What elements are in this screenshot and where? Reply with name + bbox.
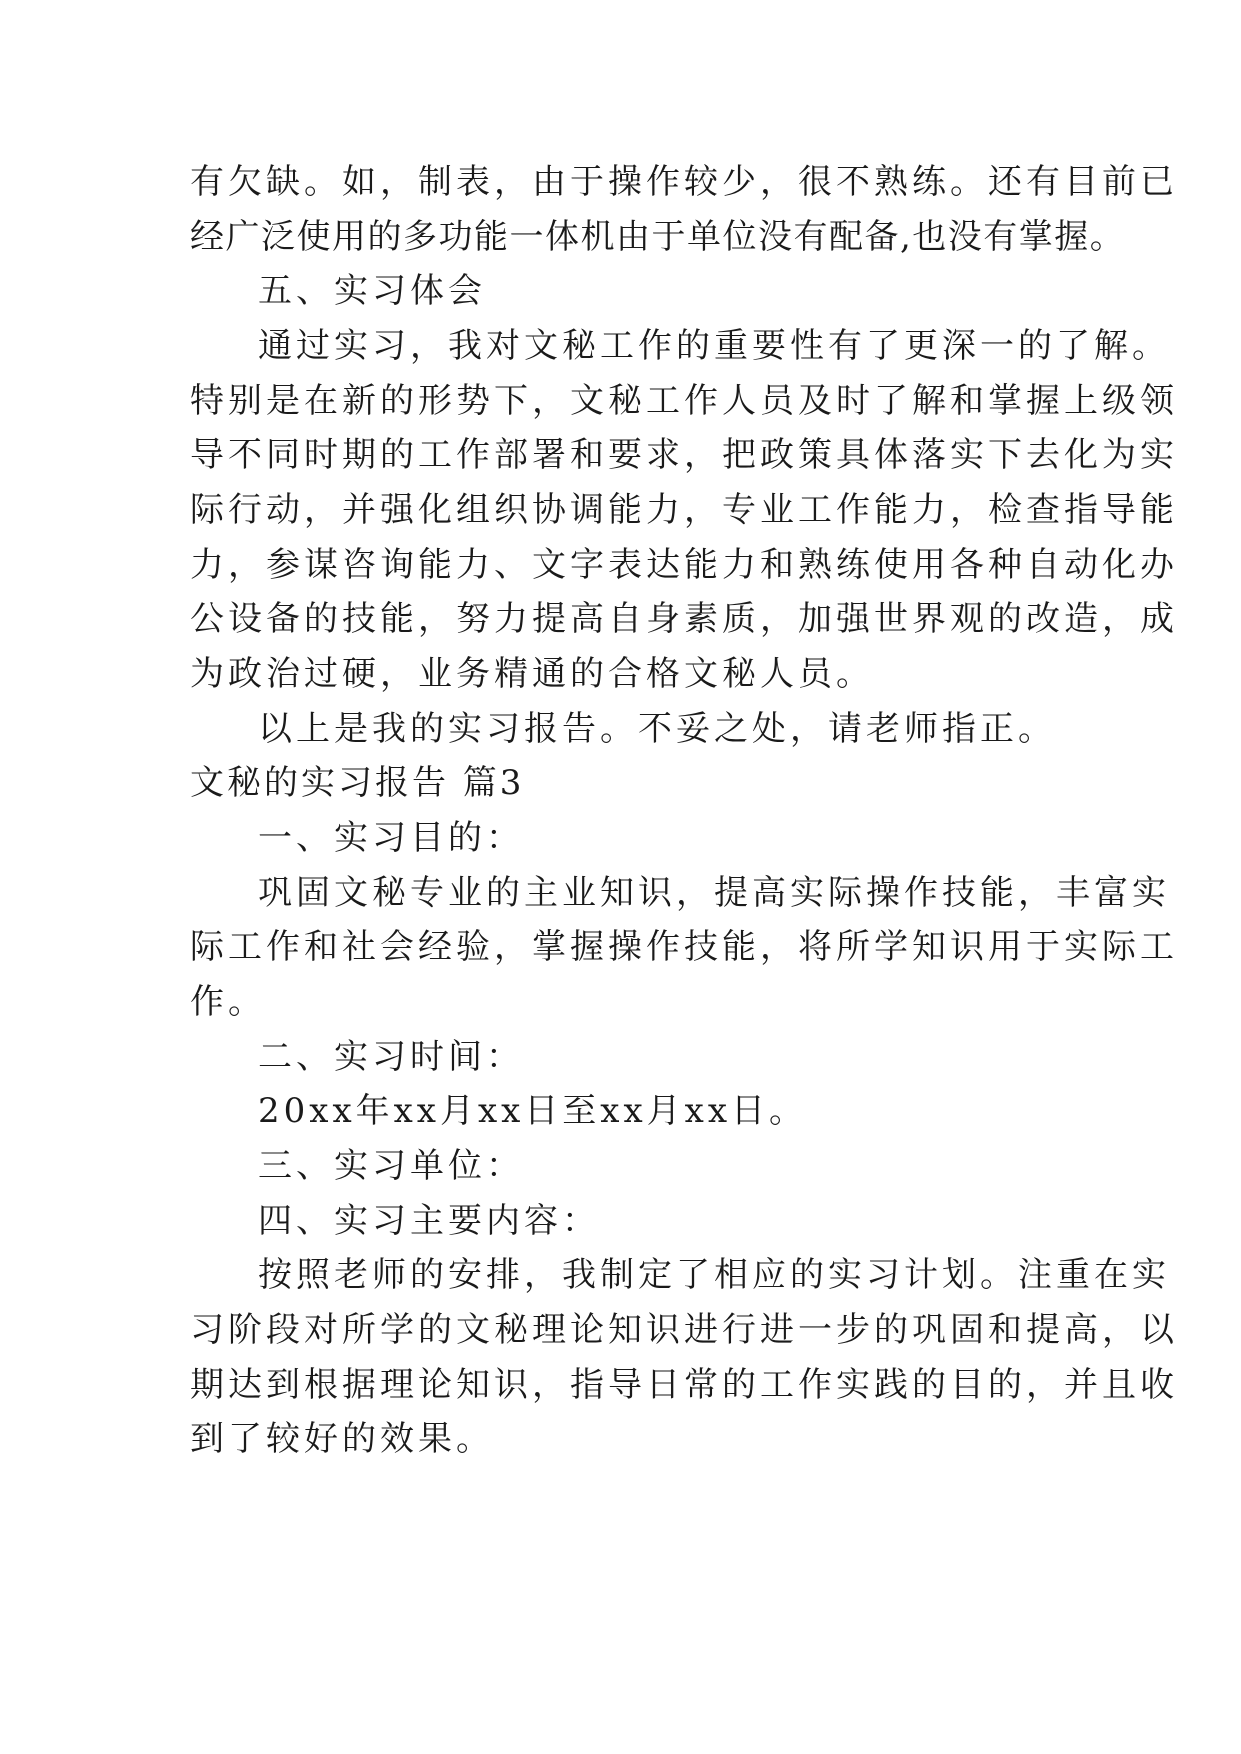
article-title: 文秘的实习报告 篇3 <box>190 763 525 803</box>
paragraph-line: 巩固文秘专业的主业知识，提高实际操作技能，丰富实 <box>258 873 1170 913</box>
paragraph-line: 到了较好的效果。 <box>190 1419 494 1459</box>
paragraph-line: 习阶段对所学的文秘理论知识进行进一步的巩固和提高，以 <box>190 1310 1178 1350</box>
date-range-line: 20xx年xx月xx日至xx月xx日。 <box>258 1091 808 1131</box>
section-heading-purpose: 一、实习目的： <box>258 818 524 858</box>
paragraph-line: 为政治过硬，业务精通的合格文秘人员。 <box>190 654 874 694</box>
section-heading-unit: 三、实习单位： <box>258 1146 524 1186</box>
paragraph-line: 作。 <box>190 982 266 1022</box>
paragraph-line: 按照老师的安排，我制定了相应的实习计划。注重在实 <box>258 1255 1170 1295</box>
paragraph-line: 际行动，并强化组织协调能力，专业工作能力，检查指导能 <box>190 490 1178 530</box>
paragraph-line: 特别是在新的形势下，文秘工作人员及时了解和掌握上级领 <box>190 381 1178 421</box>
paragraph-line: 力，参谋咨询能力、文字表达能力和熟练使用各种自动化办 <box>190 545 1178 585</box>
paragraph-line: 际工作和社会经验，掌握操作技能，将所学知识用于实际工 <box>190 927 1178 967</box>
paragraph-line: 期达到根据理论知识，指导日常的工作实践的目的，并且收 <box>190 1365 1178 1405</box>
section-heading-time: 二、实习时间： <box>258 1037 524 1077</box>
paragraph-line: 经广泛使用的多功能一体机由于单位没有配备,也没有掌握。 <box>190 217 1126 257</box>
paragraph-line: 导不同时期的工作部署和要求，把政策具体落实下去化为实 <box>190 435 1178 475</box>
paragraph-line: 有欠缺。如，制表，由于操作较少，很不熟练。还有目前已 <box>190 162 1178 202</box>
paragraph-line: 公设备的技能，努力提高自身素质，加强世界观的改造，成 <box>190 599 1178 639</box>
section-heading-experience: 五、实习体会 <box>258 271 486 311</box>
paragraph-line: 通过实习，我对文秘工作的重要性有了更深一的了解。 <box>258 326 1170 366</box>
section-heading-content: 四、实习主要内容： <box>258 1201 600 1241</box>
paragraph-line: 以上是我的实习报告。不妥之处，请老师指正。 <box>258 709 1056 749</box>
